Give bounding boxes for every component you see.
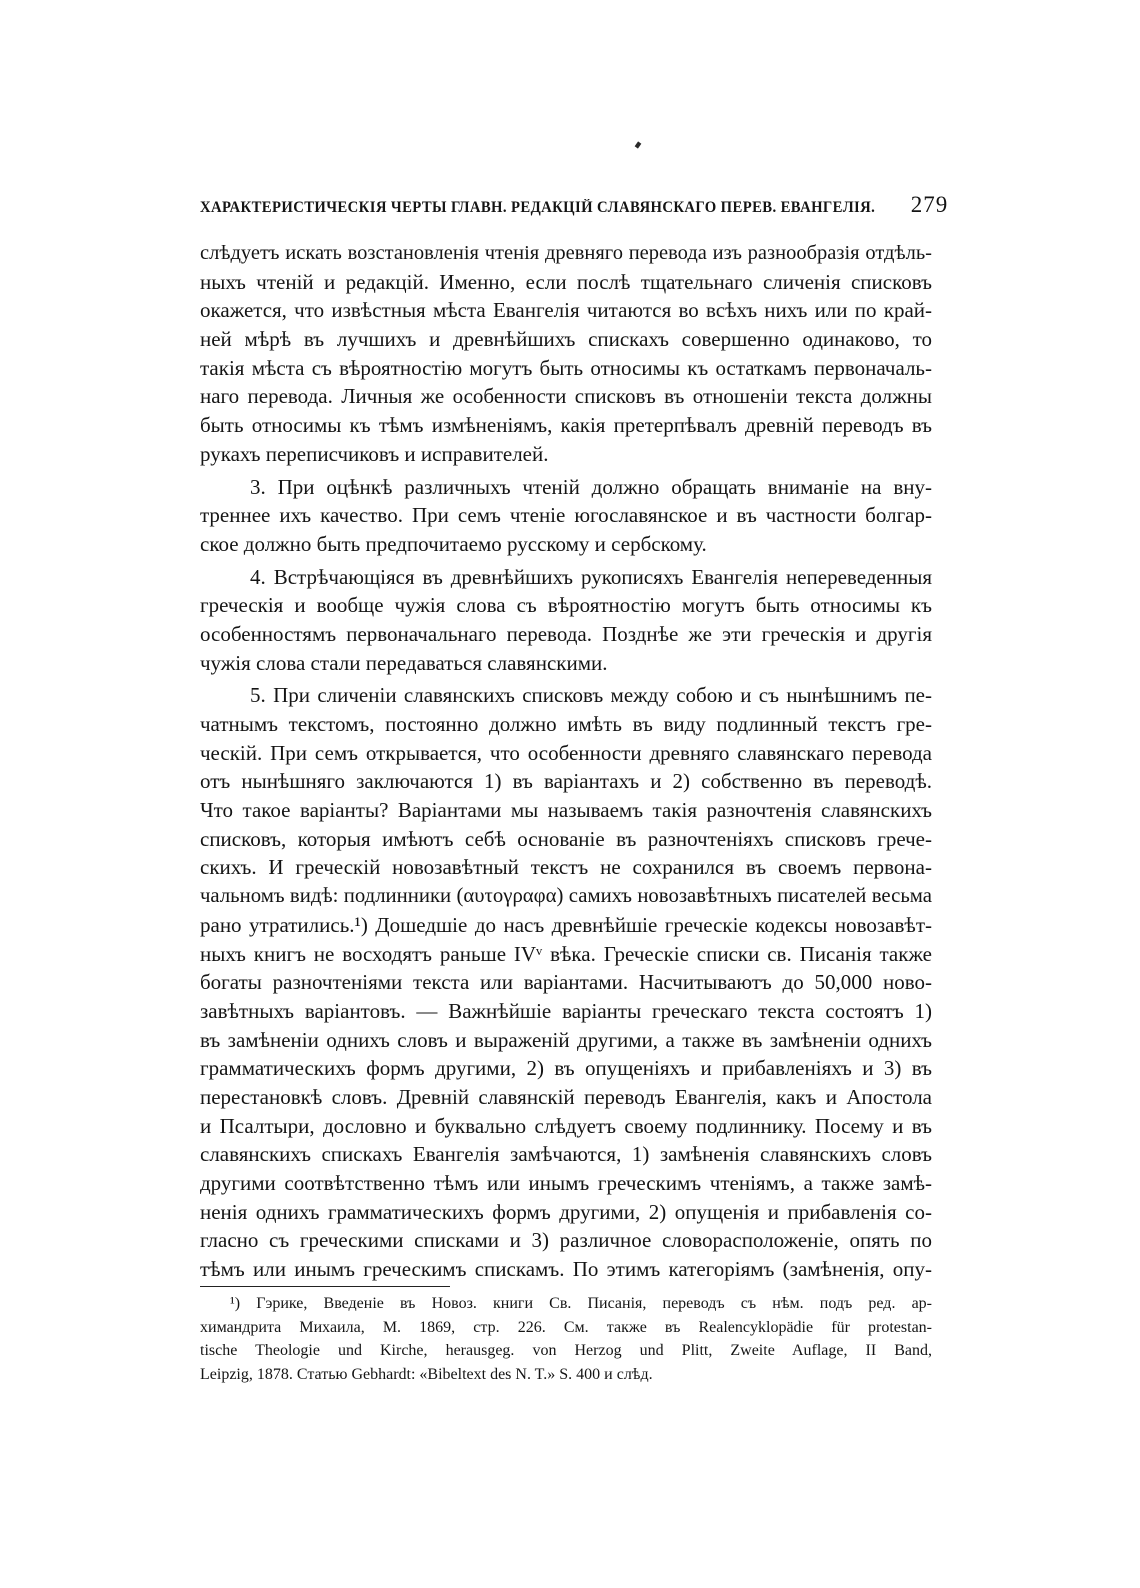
text-line: гласно съ греческими списками и 3) различное словорасположеніе, опять по [200,1228,932,1253]
text-line: списковъ, которыя имѣютъ себѣ основаніе въ разночтеніяхъ списковъ грече- [200,826,932,851]
text-line: ческій. При семъ открывается, что особенности древняго славянскаго перевода [200,740,932,765]
text-line: чальномъ видѣ: подлинники (αυτογραφα) самихъ новозавѣтныхъ писателей весьма [200,885,932,908]
running-head [200,192,949,232]
paragraph-5-line: 5. При сличеніи славянскихъ списковъ между собою и съ нынѣшнимъ пе- [250,683,932,708]
footnote-line: tische Theologie und Kirche, herausgeg. von Herzog und Plitt, Zweite Auflage, II Band, [200,1342,932,1359]
text-line: рано утратились.¹) Дошедшіе до насъ древнѣйшіе греческіе кодексы новозавѣт- [200,912,932,937]
paragraph-3-line: 3. При оцѣнкѣ различныхъ чтеній должно обращать вниманіе на вну- [250,474,932,499]
text-line: завѣтныхъ варіантовъ. — Важнѣйшіе варіанты греческаго текста состоятъ 1) [200,998,932,1023]
text-line: перестановкѣ словъ. Древній славянскій переводъ Евангелія, какъ и Апостола [200,1084,932,1109]
text-line: греческія и вообще чужія слова съ вѣроятностію могутъ быть относимы къ [200,593,932,618]
text-line: другими соотвѣтственно тѣмъ или инымъ греческимъ чтеніямъ, а также замѣ- [200,1171,932,1195]
text-line: быть относимы къ тѣмъ измѣненіямъ, какія претерпѣвалъ древній переводъ въ [200,413,932,438]
footnote-divider [200,1286,450,1287]
ink-speck [635,141,642,148]
footnote-line: ¹) Гэрике, Введеніе въ Новоз. книги Св. Писанія, переводъ съ нѣм. подъ ред. ар- [230,1295,932,1312]
text-line: отъ нынѣшняго заключаются 1) въ варіантахъ и 2) собственно въ переводѣ. [200,769,932,794]
text-line: ныхъ книгъ не восходятъ раньше IVᵛ вѣка. Греческіе списки св. Писанія также [200,941,932,966]
body-text [200,239,932,1284]
text-line: слѣдуетъ искать возстановленія чтенія древняго перевода изъ разнообразія отдѣль- [200,242,932,264]
text-line: ныхъ чтеній и редакцій. Именно, если послѣ тщательнаго сличенія списковъ [200,269,932,294]
text-line: ней мѣрѣ въ лучшихъ и древнѣйшихъ спискахъ совершенно одинаково, то [200,327,932,352]
text-line: и Псалтыри, дословно и буквально слѣдуетъ своему подлиннику. Посему и въ [200,1113,932,1138]
running-title: ХАРАКТЕРИСТИЧЕСКІЯ ЧЕРТЫ ГЛАВН. РЕДАКЦІЙ СЛАВЯНСКАГО ПЕРЕВ. ЕВАНГЕЛІЯ. [200,199,876,216]
text-line: окажется, что извѣстныя мѣста Евангелія читаются во всѣхъ нихъ или по край- [200,298,932,323]
text-line: чужія слова стали передаваться славянскими. [200,650,608,675]
text-line: грамматическихъ формъ другими, 2) въ опущеніяхъ и прибавленіяхъ и 3) въ [200,1056,932,1081]
text-line: скихъ. И греческій новозавѣтный текстъ не сохранился въ своемъ первона- [200,855,932,880]
text-line: чатнымъ текстомъ, постоянно должно имѣть въ виду подлинный текстъ гре- [200,712,932,736]
text-line: тѣмъ или инымъ греческимъ спискамъ. По этимъ категоріямъ (замѣненія, опу- [200,1257,932,1282]
text-line: ское должно быть предпочитаемо русскому и сербскому. [200,531,707,556]
page-number: 279 [910,192,949,217]
text-line: наго перевода. Личныя же особенности списковъ въ отношеніи текста должны [200,384,932,409]
text-line: славянскихъ спискахъ Евангелія замѣчаются, 1) замѣненія славянскихъ словъ [200,1142,932,1167]
text-line: Что такое варіанты? Варіантами мы называемъ такія разночтенія славянскихъ [200,798,932,823]
text-line: въ замѣненіи однихъ словъ и выраженій другими, а также въ замѣненіи однихъ [200,1027,932,1052]
footnote [200,1292,932,1386]
footnote-line: Leipzig, 1878. Статью Gebhardt: «Bibeltext des N. T.» S. 400 и слѣд. [200,1365,653,1383]
paragraph-4-line: 4. Встрѣчающіяся въ древнѣйшихъ рукописяхъ Евангелія непереведенныя [250,564,932,589]
text-line: ненія однихъ грамматическихъ формъ другими, 2) опущенія и прибавленія со- [200,1199,932,1224]
text-line: особенностямъ первоначальнаго перевода. Позднѣе же эти греческія и другія [200,621,932,646]
text-line: такія мѣста съ вѣроятностію могутъ быть относимы къ остаткамъ первоначаль- [200,355,932,380]
text-line: богаты разночтеніями текста или варіантами. Насчитываютъ до 50,000 ново- [200,970,932,995]
text-line: рукахъ переписчиковъ и исправителей. [200,441,549,466]
footnote-line: химандрита Михаила, М. 1869, стр. 226. См. также въ Realencyklopädie für protestan- [200,1318,932,1336]
text-line: треннее ихъ качество. При семъ чтеніе югославянское и въ частности болгар- [200,503,932,528]
